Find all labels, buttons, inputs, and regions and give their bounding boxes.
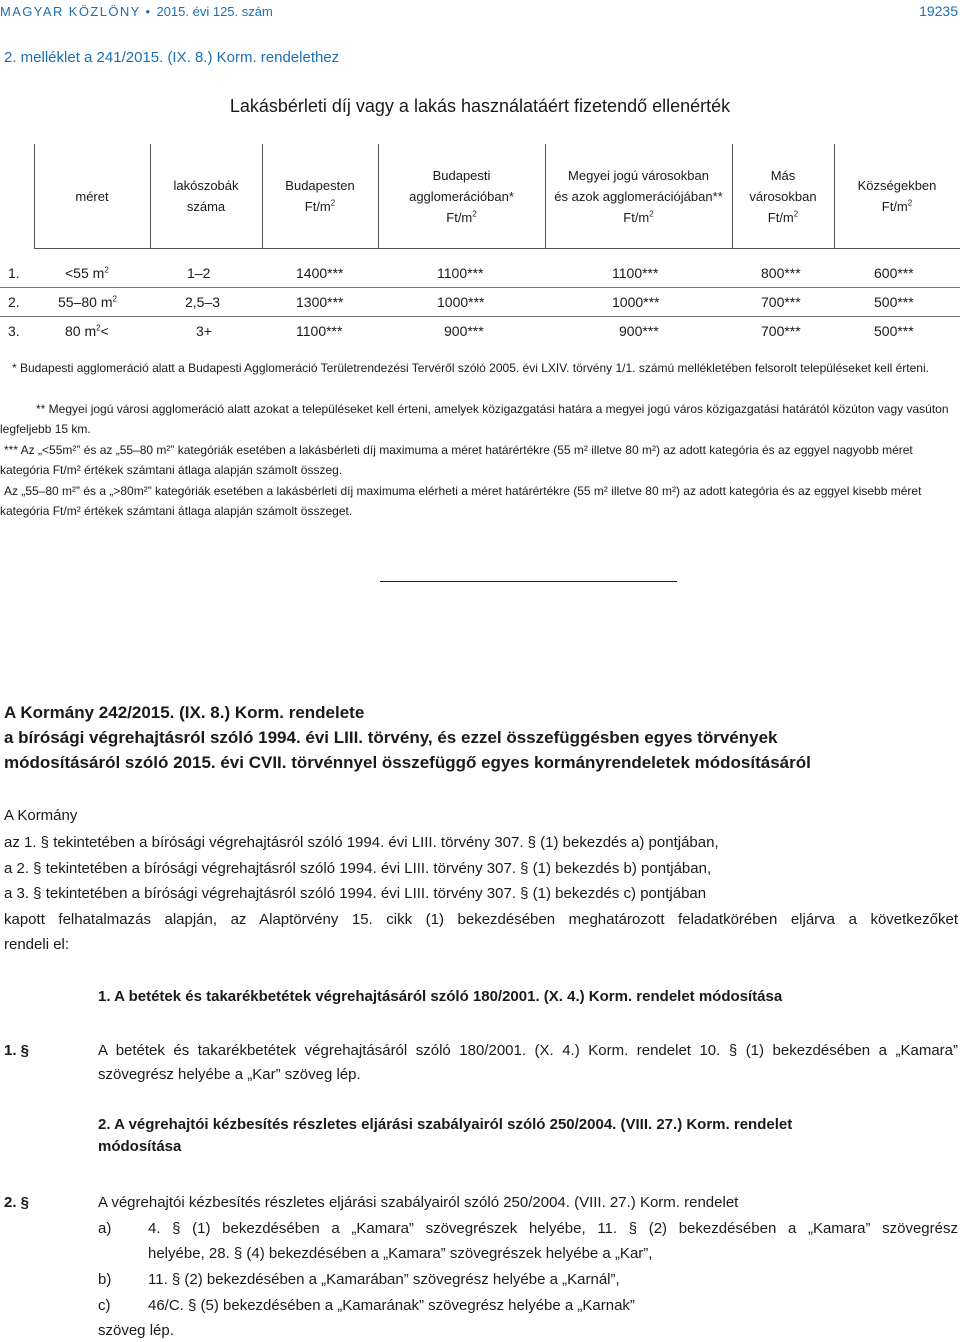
list-item-text: helyébe, 28. § (4) bekezdésében a „Kamara” szövegrészek helyébe a „Kar”, xyxy=(148,1245,653,1262)
list-item-text: 46/C. § (5) bekezdésében a „Kamarának” szövegrész helyébe a „Karnak” xyxy=(148,1297,635,1314)
table-row: 1. <55 $m^2$ 1–2 1400*** 1100*** 1100*** 800*** 600*** xyxy=(8,265,914,281)
footnote-4: Az „55–80 m²” és a „>80m²” kategóriák esetében a lakásbérleti díj maximuma elérheti a méret határértékre (55 m² illetve 80 m²) az adott kategória és az eggyel kisebb méret kategória Ft/m² értékek számtani átlaga alapján számolt összeget. xyxy=(0,484,922,518)
list-item-label: a) xyxy=(98,1220,112,1237)
table-row: 3. 80 $m^2<$ 3+ 1100*** 900*** 900*** 700*** 500*** xyxy=(8,323,914,339)
footnote-3: *** Az „<55m²” és az „55–80 m²” kategóriák esetében a lakásbérleti díj maximuma a méret határértékre (55 m² illetve 80 m²) az adott kategória és az eggyel nagyobb méret kategória Ft/m² értékek számtani átlaga alapján számolt összeg. xyxy=(0,443,913,477)
section-1-number: 1. § xyxy=(4,1042,30,1059)
page-number: 19235 xyxy=(919,3,958,19)
column-header-rooms: lakószobák száma xyxy=(173,178,239,214)
column-header-other-cities: Más városokban $Ft/m^2$ xyxy=(749,167,817,225)
issue-number: 2015. évi 125. szám xyxy=(156,4,273,19)
section-1-title: 1. A betétek és takarékbetétek végrehajtásáról szóló 180/2001. (X. 4.) Korm. rendelet módosítása xyxy=(98,988,783,1005)
column-header-budapest: Budapesten $Ft/m^2$ xyxy=(285,178,355,214)
annex-title: 2. melléklet a 241/2015. (IX. 8.) Korm. rendelethez xyxy=(4,49,340,66)
list-item-label: c) xyxy=(98,1297,111,1314)
section-2-closing: szöveg lép. xyxy=(98,1322,174,1339)
decree-title: A Kormány 242/2015. (IX. 8.) Korm. rendelete a bírósági végrehajtásról szóló 1994. évi LIII. törvény, és ezzel összefüggésben egyes törvények módosításáról szóló 2015. évi CVII. törvénnyel összefüggő egyes kormányrendeletek módosításáról xyxy=(4,703,811,772)
preamble-line: kapott felhatalmazás alapján, az Alaptörvény 15. cikk (1) bekezdésében meghatározott feladatkörében eljárva a következőket xyxy=(4,911,958,928)
preamble-line: az 1. § tekintetében a bírósági végrehajtásról szóló 1994. évi LIII. törvény 307. § (1) bekezdés a) pontjában, xyxy=(4,834,719,851)
table-row: 2. 55–80 $m^2$ 2,5–3 1300*** 1000*** 1000*** 700*** 500*** xyxy=(8,294,914,310)
section-2-title: 2. A végrehajtói kézbesítés részletes eljárási szabályairól szóló 250/2004. (VIII. 27.) Korm. rendelet módosítása xyxy=(98,1116,793,1155)
separator-line xyxy=(380,581,677,582)
section-2-number: 2. § xyxy=(4,1194,30,1211)
list-item-text: 4. § (1) bekezdésében a „Kamara” szövegrészek helyébe, 11. § (2) bekezdésében a „Kamara” szövegrész xyxy=(148,1220,958,1237)
column-header-meret: méret xyxy=(75,188,109,204)
footnote-2: ** Megyei jogú városi agglomeráció alatt azokat a településeket kell érteni, amelyek közigazgatási határa a megyei jogú város közigazgatási határától közúton vagy vasúton legfeljebb 15 km. xyxy=(0,402,949,436)
list-item-text: 11. § (2) bekezdésében a „Kamarában” szövegrész helyébe a „Karnál”, xyxy=(148,1271,620,1288)
section-1-text: A betétek és takarékbetétek végrehajtásáról szóló 180/2001. (X. 4.) Korm. rendelet 10. § (1) bekezdésében a „Kamara” xyxy=(98,1042,958,1059)
preamble-line: a 2. § tekintetében a bírósági végrehajtásról szóló 1994. évi LIII. törvény 307. § (1) bekezdés b) pontjában, xyxy=(4,860,712,877)
column-header-villages: Községekben $Ft/m^2$ xyxy=(857,178,937,214)
row-divider xyxy=(0,287,960,288)
table-title: Lakásbérleti díj vagy a lakás használatáért fizetendő ellenérték xyxy=(229,96,731,116)
preamble-line: a 3. § tekintetében a bírósági végrehajtásról szóló 1994. évi LIII. törvény 307. § (1) bekezdés c) pontjában xyxy=(4,885,707,902)
section-1-text: szövegrész helyébe a „Kar” szöveg lép. xyxy=(98,1066,361,1083)
column-header-county-cities: Megyei jogú városokban és azok agglomerációjában** $Ft/m^2$ xyxy=(554,167,723,225)
row-divider xyxy=(0,316,960,317)
preamble-intro: A Kormány xyxy=(4,807,78,824)
journal-name: MAGYAR KÖZLÖNY xyxy=(0,4,141,19)
preamble-line: rendeli el: xyxy=(4,936,70,953)
footnote-1: * Budapesti agglomeráció alatt a Budapesti Agglomeráció Területrendezési Tervéről szóló 2005. évi LXIV. törvény 1/1. számú mellékletében felsorolt településeket kell érteni. xyxy=(12,361,929,375)
list-item-label: b) xyxy=(98,1271,112,1288)
journal-header xyxy=(0,4,273,19)
section-2-intro: A végrehajtói kézbesítés részletes eljárási szabályairól szóló 250/2004. (VIII. 27.) Korm. rendelet xyxy=(98,1194,739,1211)
bullet: • xyxy=(145,4,152,19)
column-header-agglomeration: Budapesti agglomerációban* $Ft/m^2$ xyxy=(409,167,514,225)
